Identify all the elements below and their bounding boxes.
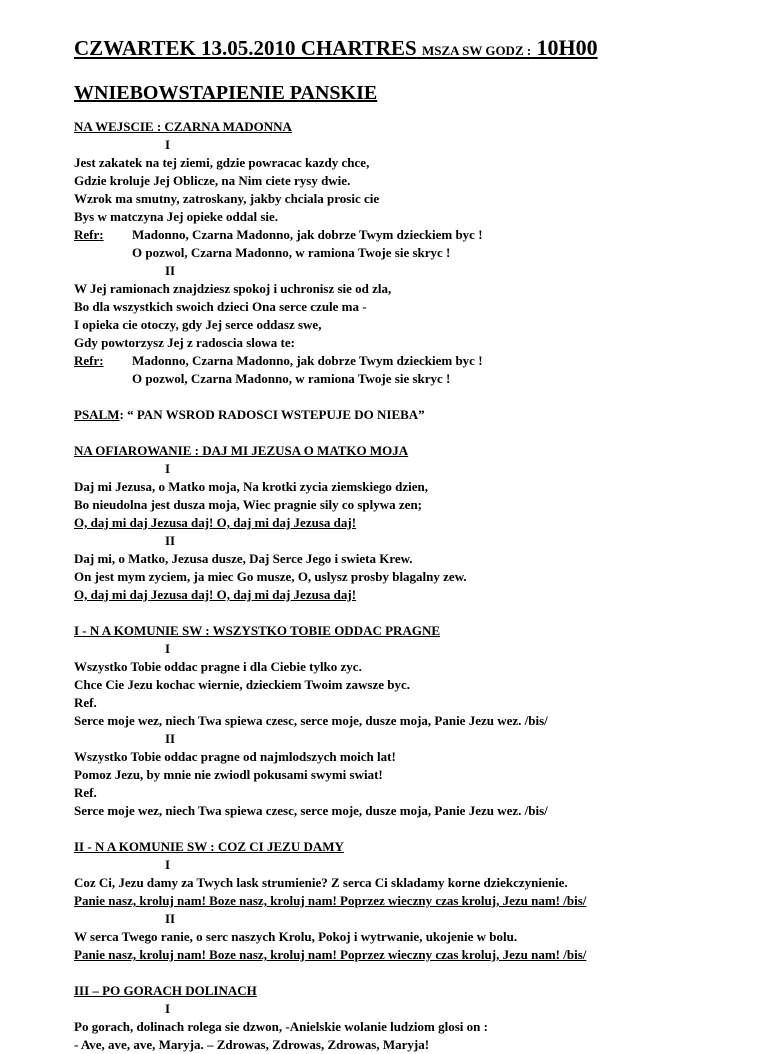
verse-number: II <box>165 533 176 548</box>
refrain-line: O pozwol, Czarna Madonno, w ramiona Twoje sie skryc ! <box>132 371 451 386</box>
lyric-line: Pomoz Jezu, by mnie nie zwiodl pokusami swymi swiat! <box>74 767 383 782</box>
lyric-line: Gdzie kroluje Jej Oblicze, na Nim ciete rysy dwie. <box>74 173 351 188</box>
page-header <box>74 35 714 61</box>
lyric-line: Bo dla wszystkich swoich dzieci Ona serce czule ma - <box>74 299 367 314</box>
lyric-line: Gdy powtorzysz Jej z radoscia slowa te: <box>74 335 295 350</box>
psalm-title: : “ PAN WSROD RADOSCI WSTEPUJE DO NIEBA” <box>119 407 425 422</box>
lyric-line: Bys w matczyna Jej opieke oddal sie. <box>74 209 279 224</box>
chorus-line: O, daj mi daj Jezusa daj! O, daj mi daj Jezusa daj! <box>74 515 357 530</box>
lyric-line: W Jej ramionach znajdziesz spokoj i uchronisz sie od zla, <box>74 281 392 296</box>
refrain-text: Madonno, Czarna Madonno, jak dobrze Twym dzieckiem byc ! <box>132 227 483 242</box>
section-heading-entrance: NA WEJSCIE : CZARNA MADONNA <box>74 119 292 134</box>
refrain-label: Ref. <box>74 785 97 800</box>
verse-number: I <box>165 461 171 476</box>
chorus-line: Panie nasz, kroluj nam! Boze nasz, kroluj nam! Poprzez wieczny czas kroluj, Jezu nam! /bis/ <box>74 947 587 962</box>
lyric-line: W serca Twego ranie, o serc naszych Krolu, Pokoj i wytrwanie, ukojenie w bolu. <box>74 929 518 944</box>
lyric-line: Bo nieudolna jest dusza moja, Wiec pragnie sily co splywa zen; <box>74 497 423 512</box>
refrain-label: Refr: <box>74 227 104 242</box>
section-heading-communion-1: I - N A KOMUNIE SW : WSZYSTKO TOBIE ODDAC PRAGNE <box>74 623 440 638</box>
psalm-label: PSALM <box>74 407 120 422</box>
feast-title: WNIEBOWSTAPIENIE PANSKIE <box>74 82 378 104</box>
header-time: 10H00 <box>536 35 598 60</box>
section-heading-closing: III – PO GORACH DOLINACH <box>74 983 257 998</box>
refrain-line: Serce moje wez, niech Twa spiewa czesc, serce moje, dusze moja, Panie Jezu wez. /bis/ <box>74 713 548 728</box>
lyric-line: Po gorach, dolinach rolega sie dzwon, -Anielskie wolanie ludziom glosi on : <box>74 1019 488 1034</box>
lyric-line: Wszystko Tobie oddac pragne i dla Ciebie tylko zyc. <box>74 659 362 674</box>
hymn-content <box>74 118 734 1054</box>
refrain-label: Ref. <box>74 695 97 710</box>
lyric-line: On jest mym zyciem, ja miec Go musze, O, uslysz prosby blagalny zew. <box>74 569 467 584</box>
refrain-line: O pozwol, Czarna Madonno, w ramiona Twoje sie skryc ! <box>132 245 451 260</box>
section-heading-communion-2: II - N A KOMUNIE SW : COZ CI JEZU DAMY <box>74 839 344 854</box>
section-heading-offertory: NA OFIAROWANIE : DAJ MI JEZUSA O MATKO MOJA <box>74 443 409 458</box>
lyric-line: Wzrok ma smutny, zatroskany, jakby chciala prosic cie <box>74 191 380 206</box>
verse-number: I <box>165 1001 171 1016</box>
header-mass-label: MSZA SW GODZ : <box>422 43 532 58</box>
refrain-line: Serce moje wez, niech Twa spiewa czesc, serce moje, dusze moja, Panie Jezu wez. /bis/ <box>74 803 548 818</box>
verse-number: II <box>165 731 176 746</box>
section-heading-psalm <box>74 406 734 424</box>
header-date-place: CZWARTEK 13.05.2010 CHARTRES <box>74 36 417 60</box>
lyric-line: Coz Ci, Jezu damy za Twych lask strumienie? Z serca Ci skladamy korne dziekczynienie. <box>74 875 568 890</box>
lyric-line: - Ave, ave, ave, Maryja. – Zdrowas, Zdrowas, Zdrowas, Maryja! <box>74 1037 430 1052</box>
verse-number: I <box>165 137 171 152</box>
lyric-line: I opieka cie otoczy, gdy Jej serce oddasz swe, <box>74 317 322 332</box>
lyric-line: Wszystko Tobie oddac pragne od najmlodszych moich lat! <box>74 749 396 764</box>
refrain-line <box>74 226 734 244</box>
lyric-line: Daj mi, o Matko, Jezusa dusze, Daj Serce Jego i swieta Krew. <box>74 551 413 566</box>
chorus-line: O, daj mi daj Jezusa daj! O, daj mi daj Jezusa daj! <box>74 587 357 602</box>
refrain-line <box>74 352 734 370</box>
lyric-line: Jest zakatek na tej ziemi, gdzie powracac kazdy chce, <box>74 155 370 170</box>
verse-number: II <box>165 911 176 926</box>
verse-number: I <box>165 857 171 872</box>
lyric-line: Daj mi Jezusa, o Matko moja, Na krotki zycia ziemskiego dzien, <box>74 479 428 494</box>
lyric-line: Chce Cie Jezu kochac wiernie, dzieckiem Twoim zawsze byc. <box>74 677 411 692</box>
chorus-line: Panie nasz, kroluj nam! Boze nasz, kroluj nam! Poprzez wieczny czas kroluj, Jezu nam! /bis/ <box>74 893 587 908</box>
verse-number: II <box>165 263 176 278</box>
refrain-label: Refr: <box>74 353 104 368</box>
verse-number: I <box>165 641 171 656</box>
refrain-text: Madonno, Czarna Madonno, jak dobrze Twym dzieckiem byc ! <box>132 353 483 368</box>
